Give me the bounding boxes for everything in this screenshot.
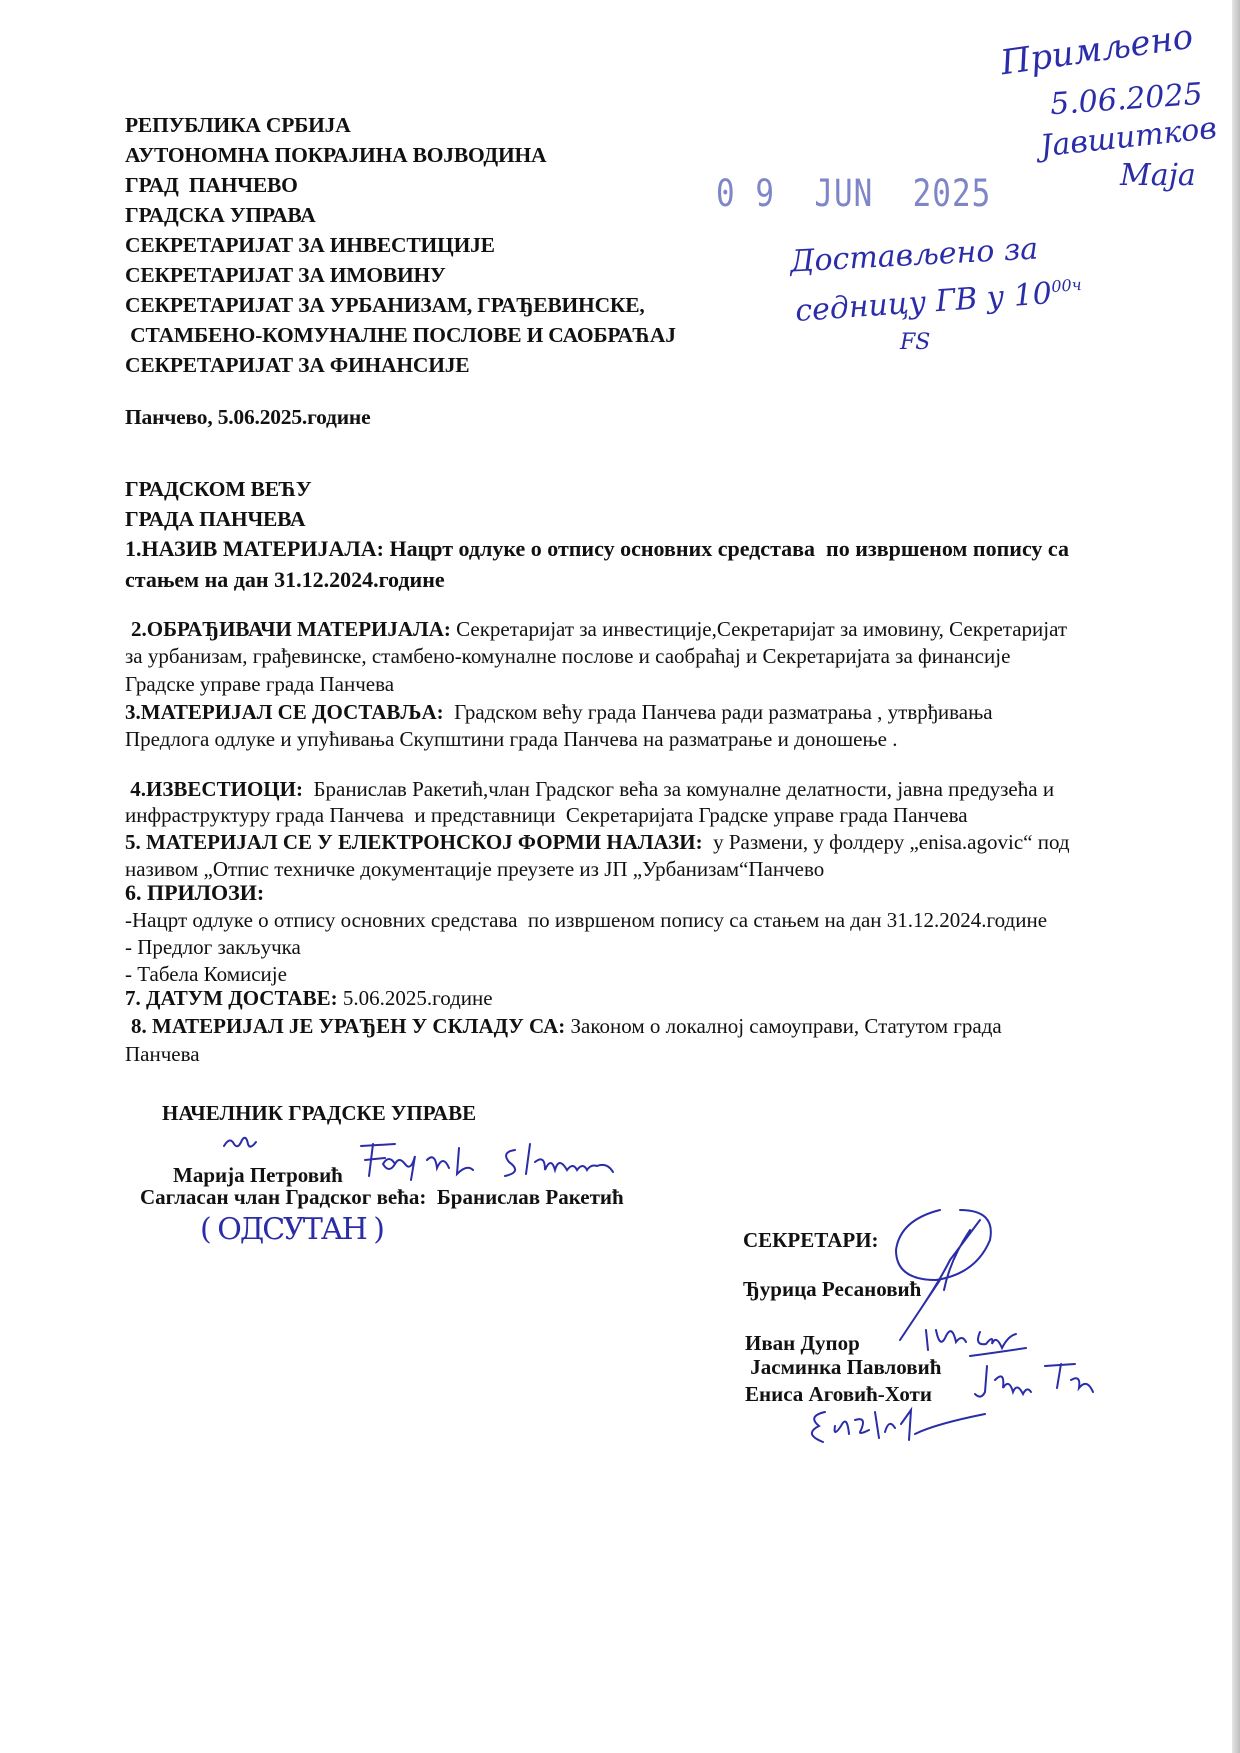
handwritten-received-name2: Маја bbox=[1120, 158, 1196, 193]
header-line: СЕКРЕТАРИЈАТ ЗА ИМОВИНУ bbox=[125, 263, 446, 287]
item-8 bbox=[131, 1013, 1002, 1039]
item-1-text: Нацрт одлуке о отпису основних средстава по извршеном попису са bbox=[383, 536, 1069, 561]
scan-edge bbox=[1232, 0, 1240, 1753]
item-2 bbox=[131, 616, 1067, 642]
handwritten-delivered: Достављено за bbox=[789, 231, 1039, 280]
item-7-label: 7. ДАТУМ ДОСТАВЕ: bbox=[125, 986, 338, 1010]
header-line: ГРАД ПАНЧЕВО bbox=[125, 173, 298, 197]
signature-for-mark bbox=[220, 1128, 260, 1158]
handwritten-session bbox=[794, 274, 1083, 329]
item-5-text: у Размени, у фолдеру „enisa.agovic“ под bbox=[702, 830, 1070, 854]
item-3-text: Градском већу града Панчева ради разматрања , утврђивања bbox=[443, 700, 993, 724]
handwritten-initials: FS bbox=[900, 330, 931, 355]
item-7-text: 5.06.2025.године bbox=[337, 986, 493, 1010]
header-line: СТАМБЕНО-КОМУНАЛНЕ ПОСЛОВЕ И САОБРАЋАЈ bbox=[125, 323, 676, 347]
header-line: АУТОНОМНА ПОКРАЈИНА ВОЈВОДИНА bbox=[125, 143, 547, 167]
item-4-text-cont: инфраструктуру града Панчева и представници Секретаријата Градске управе града Панчева bbox=[125, 803, 968, 827]
item-3-label: 3.МАТЕРИЈАЛ СЕ ДОСТАВЉА: bbox=[125, 700, 444, 724]
header-line: СЕКРЕТАРИЈАТ ЗА УРБАНИЗАМ, ГРАЂЕВИНСКЕ, bbox=[125, 293, 645, 317]
secretary-name: Иван Дупор bbox=[745, 1331, 860, 1355]
header-line: СЕКРЕТАРИЈАТ ЗА ФИНАНСИЈЕ bbox=[125, 353, 470, 377]
item-5-text-cont: називом „Отпис техничке документације преузете из ЈП „Урбанизам“Панчево bbox=[125, 857, 825, 881]
item-1-text-cont: стањем на дан 31.12.2024.године bbox=[125, 567, 445, 592]
item-4-label: 4.ИЗВЕСТИОЦИ: bbox=[125, 777, 303, 801]
item-4 bbox=[125, 776, 1054, 802]
consent-line: Сагласан члан Градског већа: Бранислав Ракетић bbox=[140, 1185, 624, 1209]
item-4-text: Бранислав Ракетић,члан Градског већа за комуналне делатности, јавна предузећа и bbox=[302, 777, 1055, 801]
item-5 bbox=[125, 829, 1070, 855]
signature-dupor bbox=[920, 1322, 1030, 1362]
attachment-item: - Табела Комисије bbox=[125, 962, 287, 986]
item-8-text-cont: Панчева bbox=[125, 1042, 200, 1066]
item-1-label: 1.НАЗИВ МАТЕРИЈАЛА: bbox=[125, 536, 384, 561]
secretary-name: Ђурица Ресановић bbox=[743, 1277, 922, 1301]
item-2-text: Секретаријат за инвестиције,Секретаријат за имовину, Секретаријат bbox=[450, 617, 1068, 641]
secretary-name: Јасминка Павловић bbox=[745, 1355, 942, 1379]
secretaries-title: СЕКРЕТАРИ: bbox=[743, 1228, 879, 1252]
handwritten-received: Примљено bbox=[998, 16, 1196, 84]
item-7 bbox=[125, 985, 493, 1011]
item-8-label: 8. МАТЕРИЈАЛ ЈЕ УРАЂЕН У СКЛАДУ СА: bbox=[131, 1014, 566, 1038]
signature-chief bbox=[355, 1140, 665, 1190]
handwritten-received-date: 5.06.2025 bbox=[1048, 76, 1204, 123]
item-3-text-cont: Предлога одлуке и упућивања Скупштини града Панчева на разматрање и доношење . bbox=[125, 727, 898, 751]
item-2-text-cont: Градске управе града Панчева bbox=[125, 672, 395, 696]
attachment-item: -Нацрт одлуке о отпису основних средстава по извршеном попису са стањем на дан 31.12.2024.године bbox=[125, 908, 1048, 932]
attachment-item: - Предлог закључка bbox=[125, 935, 301, 959]
signature-agovic bbox=[805, 1402, 1005, 1452]
handwritten-session-text: седницу ГВ у 10 bbox=[794, 276, 1054, 329]
handwritten-absent: ( ОДСУТАН ) bbox=[200, 1212, 383, 1247]
received-date-stamp: 0 9 JUN 2025 bbox=[716, 172, 992, 216]
place-date: Панчево, 5.06.2025.године bbox=[125, 405, 371, 429]
chief-title: НАЧЕЛНИК ГРАДСКЕ УПРАВЕ bbox=[162, 1101, 477, 1125]
handwritten-received-name: Јавшитков bbox=[1038, 110, 1219, 165]
header-line: СЕКРЕТАРИЈАТ ЗА ИНВЕСТИЦИЈЕ bbox=[125, 233, 495, 257]
item-2-label: 2.ОБРАЂИВАЧИ МАТЕРИЈАЛА: bbox=[131, 617, 451, 641]
recipient-line: ГРАДСКОМ ВЕЋУ bbox=[125, 477, 312, 501]
header-line: ГРАДСКА УПРАВА bbox=[125, 203, 316, 227]
item-1 bbox=[125, 536, 1069, 562]
header-line: РЕПУБЛИКА СРБИЈА bbox=[125, 113, 351, 137]
recipient-line: ГРАДА ПАНЧЕВА bbox=[125, 507, 306, 531]
chief-name: Марија Петровић bbox=[173, 1163, 343, 1187]
item-8-text: Законом о локалној самоуправи, Статутом града bbox=[565, 1014, 1002, 1038]
item-3 bbox=[125, 699, 993, 725]
handwritten-time-sup: 00ч bbox=[1050, 275, 1083, 297]
item-2-text-cont: за урбанизам, грађевинске, стамбено-комуналне послове и саобраћај и Секретаријата за финансије bbox=[125, 644, 1011, 668]
item-5-label: 5. МАТЕРИЈАЛ СЕ У ЕЛЕКТРОНСКОЈ ФОРМИ НАЛАЗИ: bbox=[125, 830, 703, 854]
secretary-name: Ениса Аговић-Хоти bbox=[745, 1382, 932, 1406]
item-6-label: 6. ПРИЛОЗИ: bbox=[125, 880, 265, 905]
